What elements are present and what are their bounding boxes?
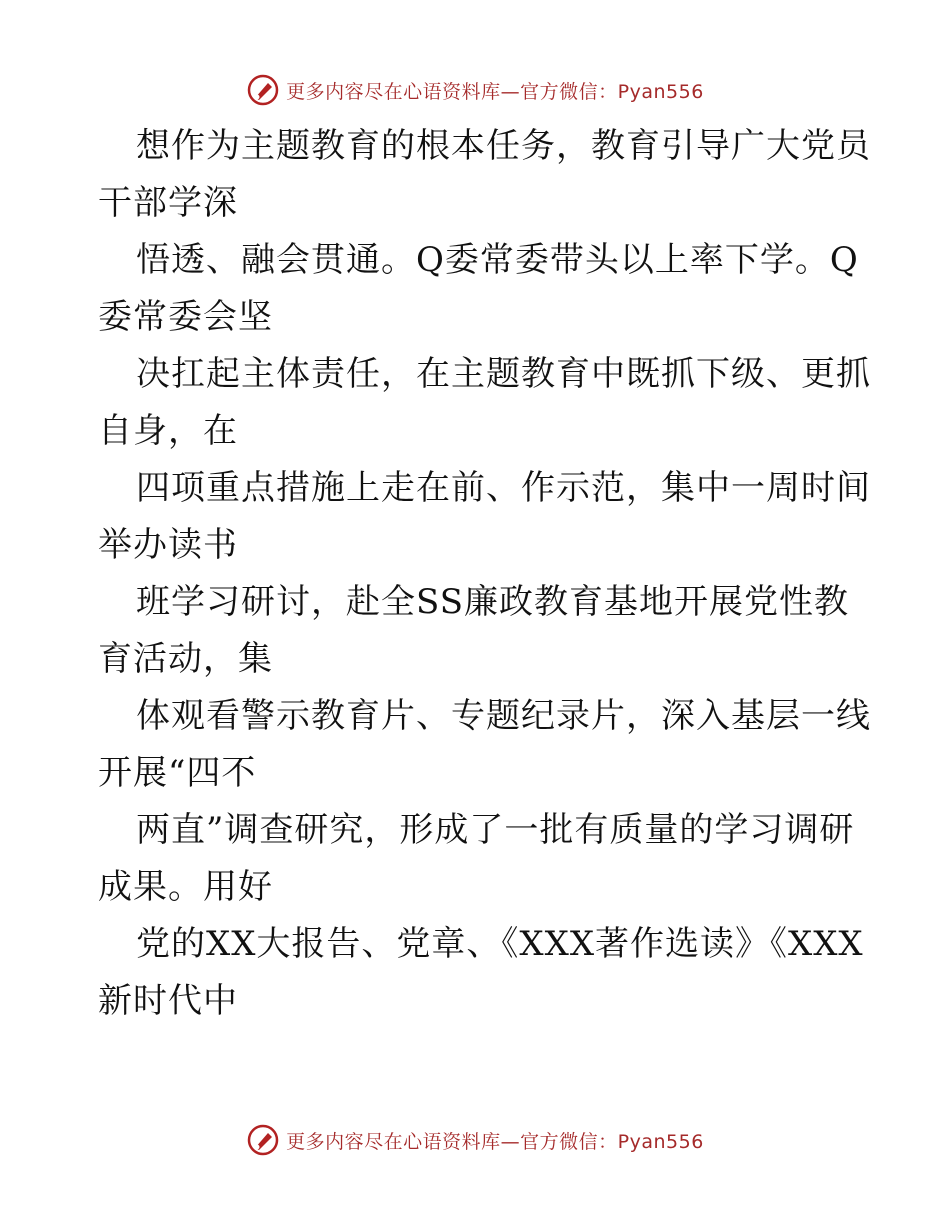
body-line: 新时代中 — [98, 981, 238, 1021]
body-line: 干部学深 — [98, 183, 238, 223]
body-line: 举办读书 — [98, 525, 238, 565]
header-banner — [0, 70, 950, 110]
body-line: 决扛起主体责任，在主题教育中既抓下级、更抓 — [136, 354, 871, 394]
body-line: 党的XX大报告、党章、《XXX著作选读》《XXX — [136, 924, 864, 964]
body-line: 体观看警示教育片、专题纪录片，深入基层一线 — [136, 696, 871, 736]
body-line: 想作为主题教育的根本任务，教育引导广大党员 — [136, 126, 871, 166]
body-line: 悟透、融会贯通。Q委常委带头以上率下学。Q — [136, 240, 859, 280]
body-line: 育活动，集 — [98, 639, 273, 679]
header-banner-text: 更多内容尽在心语资料库—官方微信：Pyan556 — [286, 80, 704, 103]
body-line: 四项重点措施上走在前、作示范，集中一周时间 — [136, 468, 871, 508]
body-line: 委常委会坚 — [98, 297, 273, 337]
pen-nib-logo-icon — [246, 73, 280, 107]
body-line: 自身，在 — [98, 411, 238, 451]
body-line: 开展“四不 — [98, 753, 257, 793]
pen-nib-logo-icon — [246, 1123, 280, 1157]
document-body — [98, 118, 871, 1030]
footer-banner — [0, 1120, 950, 1160]
body-line: 成果。用好 — [98, 867, 273, 907]
body-line: 班学习研讨，赴全SS廉政教育基地开展党性教 — [136, 582, 849, 622]
body-line: 两直”调查研究，形成了一批有质量的学习调研 — [136, 810, 855, 850]
footer-banner-text: 更多内容尽在心语资料库—官方微信：Pyan556 — [286, 1130, 704, 1153]
